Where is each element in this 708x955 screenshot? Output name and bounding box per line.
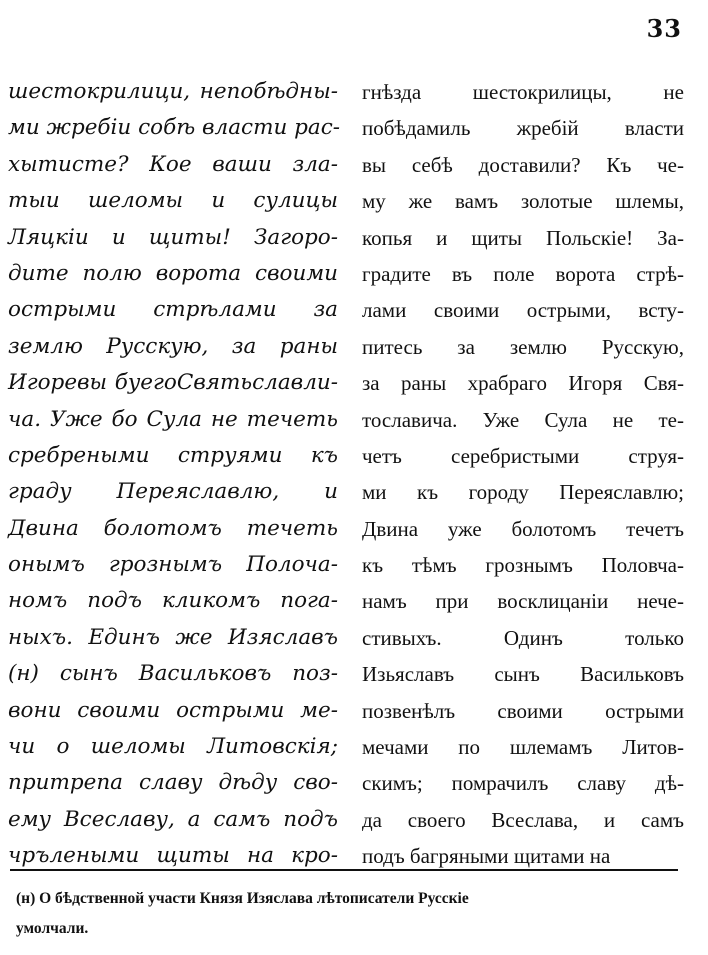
text-line: гнѣзда шестокрилицы, не — [362, 80, 684, 104]
text-line: землю Русскую, за раны — [8, 333, 338, 359]
text-line: ча. Уже бо Сула не течеть — [8, 406, 338, 432]
text-line: стивыхъ. Одинъ только — [362, 625, 684, 650]
text-line: къ тѣмъ грознымъ Половча- — [362, 553, 684, 578]
text-line: ему Всеславу, а самъ подъ — [8, 806, 338, 832]
text-line: Двина болотомъ течеть — [8, 515, 338, 541]
text-line: ныхъ. Единъ же Изяславъ — [8, 624, 338, 650]
text-line: шестокрилици, непобѣдны- — [8, 79, 338, 104]
text-line: питесь за землю Русскую, — [362, 334, 684, 359]
text-line: тославича. Уже Сула не те- — [362, 407, 684, 432]
text-line: острыми стрѣлами за — [8, 297, 338, 323]
modern-translation-column — [362, 74, 684, 875]
text-line: градите въ поле ворота стрѣ- — [362, 261, 684, 286]
text-line: вы себѣ доставили? Къ че- — [362, 152, 684, 177]
text-line: онымъ грознымъ Полоча- — [8, 552, 338, 578]
text-line: граду Переяславлю, и — [8, 479, 338, 505]
text-line: за раны храбраго Игоря Свя- — [362, 371, 684, 396]
text-line: скимъ; помрачилъ славу дѣ- — [362, 771, 684, 796]
footnote-line: умолчали. — [16, 920, 89, 937]
page-number: 33 — [646, 14, 682, 43]
text-line: номъ подъ кликомъ пога- — [8, 588, 338, 614]
text-line: му же вамъ золотые шлемы, — [362, 189, 684, 214]
text-line: (н) сынъ Васильковъ поз- — [8, 661, 338, 687]
text-line: Ляцкiи и щиты! Загоро- — [8, 224, 338, 250]
text-line: подъ багряными щитами на — [362, 844, 611, 869]
text-line: побѣдамиль жребiй власти — [362, 116, 684, 141]
text-line: Изьяславъ сынъ Васильковъ — [362, 662, 684, 687]
text-line: вони своими острыми ме- — [8, 697, 338, 723]
text-line: позвенѣлъ своими острыми — [362, 698, 684, 723]
footnote — [16, 884, 684, 944]
text-line: хытисте? Кое ваши зла- — [8, 151, 338, 177]
footnote-divider — [10, 869, 678, 871]
text-line: ми жребiи собѣ власти рас- — [8, 115, 341, 141]
old-russian-text-column — [8, 74, 341, 875]
text-line: дите полю ворота своими — [8, 260, 338, 286]
text-line: Двина уже болотомъ течетъ — [362, 516, 684, 541]
footnote-line: (н) О бѣдственной участи Князя Изяслава лѣтописатели Русскiе — [16, 890, 469, 907]
text-line: чи о шеломы Литовскiя; — [8, 734, 338, 760]
text-line: лами своими острыми, всту- — [362, 298, 684, 323]
text-line: копья и щиты Польскiе! За- — [362, 225, 684, 250]
text-line: тыи шеломы и сулицы — [8, 188, 338, 214]
text-line: сребреными струями къ — [8, 442, 338, 468]
text-line: Игоревы буегоСвятьславли- — [8, 370, 338, 396]
text-line: притрепа славу дѣду сво- — [8, 770, 338, 796]
text-line: мечами по шлемамъ Литов- — [362, 735, 684, 760]
text-line: чрълеными щиты на кро- — [8, 843, 338, 869]
text-line: да своего Всеслава, и самъ — [362, 807, 684, 832]
text-line: четъ серебристыми струя- — [362, 443, 684, 468]
text-line: ми къ городу Переяславлю; — [362, 480, 684, 505]
text-line: намъ при восклицанiи нече- — [362, 589, 684, 614]
